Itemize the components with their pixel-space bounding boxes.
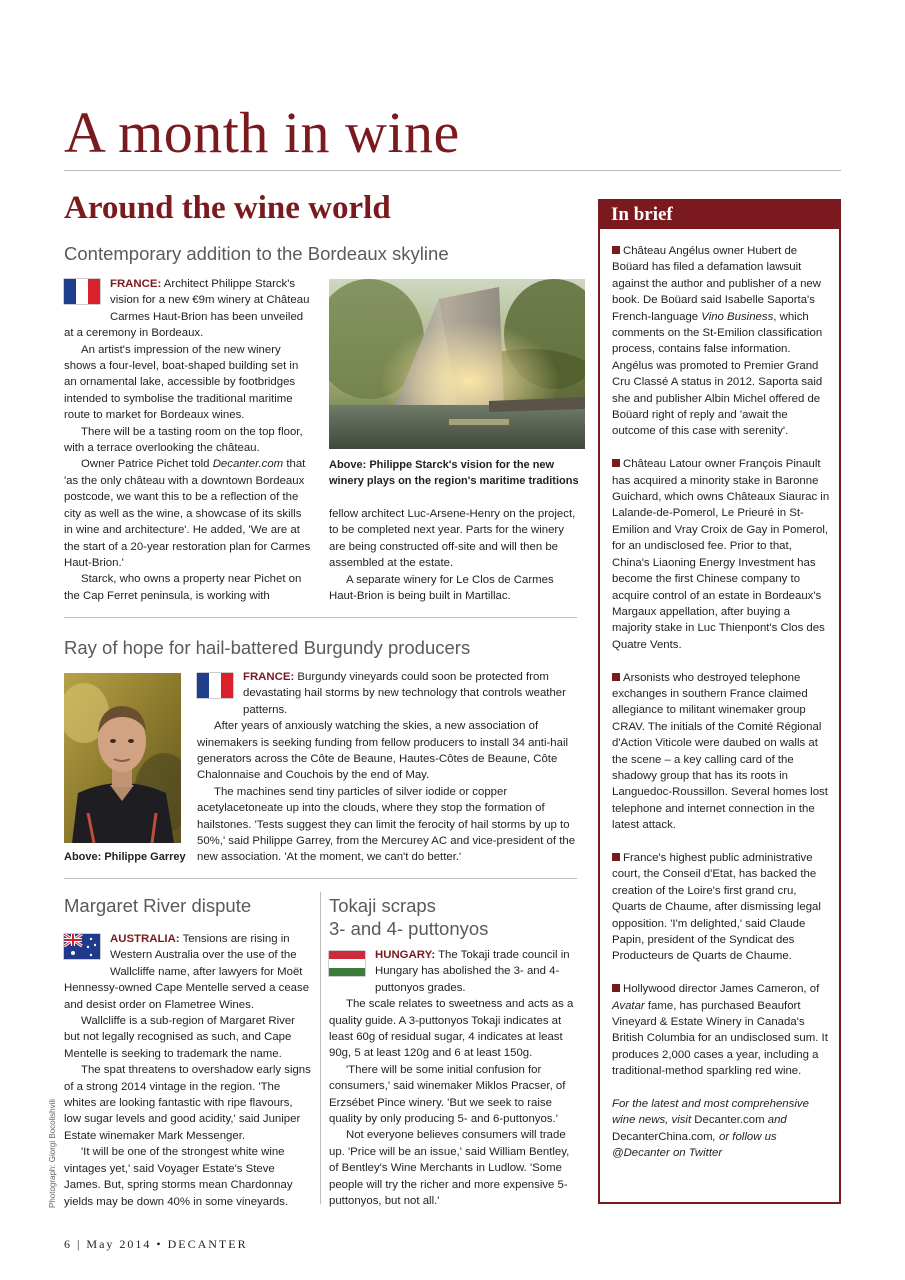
article1-p6: A separate winery for Le Clos de Carmes Haut-Brion is being built in Martillac.: [329, 573, 554, 603]
article1-p4a: Owner Patrice Pichet told: [81, 458, 213, 471]
article4-headline: [329, 894, 579, 940]
article3-p4: 'It will be one of the strongest white wine vintages yet,' said Voyager Estate's Steve James. But, spring storms mean Chardonnay yields may be down 40% in some vineyards.: [64, 1146, 293, 1208]
column-divider: [320, 892, 321, 1204]
article4-p3: 'There will be some initial confusion for consumers,' said winemaker Miklos Pracser, of Erzsébet Pince winery. 'But we seek to raise quality by only producing 5- and 6-puttonyos.': [329, 1063, 566, 1126]
article4-headline-line1: Tokaji scraps: [329, 895, 436, 916]
article1-p5-cont: fellow architect Luc-Arsene-Henry on the project, to be completed next year. Parts for the winery are being constructed off-site and will then be assembled at the estate.: [329, 508, 576, 570]
article4-p2: The scale relates to sweetness and acts as a quality guide. A 3-puttonyos Tokaji indicates at least 60g of residual sugar, 4 indicates at least 90g, 5 at least 120g and 6 at least 150g.: [329, 998, 574, 1060]
article1-p5: Starck, who owns a property near Pichet on the Cap Ferret peninsula, is working with: [64, 573, 302, 602]
article4-kicker: HUNGARY:: [375, 949, 436, 961]
masthead: A month in wine: [64, 100, 460, 165]
brief-item4-text: France's highest public administrative court, the Conseil d'Etat, has backed the creation of the Loire's first grand cru, Quarts de Chaume, after dismissing legal opposition. 'I'm delighted,' said Claude Papin, president of the Syndicat des Producteurs de Quarts de Chaume.: [612, 851, 821, 963]
article1-source: Decanter.com: [212, 458, 284, 471]
photo-credit: [48, 1090, 60, 1210]
article1-headline: Contemporary addition to the Bordeaux skyline: [64, 243, 449, 264]
article3-headline: Margaret River dispute: [64, 895, 252, 916]
brief-footer-text-c: , or follow us: [712, 1130, 777, 1143]
article2-p2: After years of anxiously watching the skies, a new association of winemakers is seeking funding from fellow producers to install 34 anti-hail generators across the Côte de Beaune, Hautes-Côtes de Beaune, Côte Chalonnaise and Couchois by the end of May.: [197, 720, 569, 782]
brief-item5-film-title: Avatar: [612, 999, 645, 1012]
brief-item3-text: Arsonists who destroyed telephone exchanges in southern France claimed allegiance to militant winemaker group CRAV. The initials of the Comité Régional d'Action Viticole were daubed on walls at the scene – a key calling card of the shadowy group that has its roots in Languedoc-Roussillon. Several homes lost telephone and internet connection in the latest attack.: [612, 671, 828, 832]
bullet-square-icon: [612, 853, 620, 861]
philippe-garrey-photo: [64, 673, 181, 843]
brief-item: [612, 981, 830, 1079]
article3-p3: The spat threatens to overshadow early signs of a strong 2014 vintage in the region. 'The whites are looking fantastic with ripe flavours, low sugar levels and good acidity,' said Juniper Estate winemaker Mark Messenger.: [64, 1064, 311, 1142]
brief-item1-book-title: Vino Business: [701, 310, 774, 323]
bullet-square-icon: [612, 673, 620, 681]
winery-photo: [329, 279, 585, 449]
brief-footer-text-b: and: [764, 1114, 787, 1127]
article1-p4b: that 'as the only château with a downtown Bordeaux postcode, we want this to be a reflection of the city as well as the wine, a showcase of its skills in wine and architecture'. He added, 'We are at the start of a 20-year restoration plan for Carmes Haut-Brion.': [64, 458, 311, 569]
bullet-square-icon: [612, 984, 620, 992]
twitter-handle-link[interactable]: @Decanter on Twitter: [612, 1147, 723, 1160]
section-divider: [64, 617, 577, 618]
article3-lead: Tensions are rising in Western Australia over the use of the Wallcliffe name, after lawyers for Moët Hennessy-owned Cape Mentelle served a cease and desist order on Flametree Wines.: [64, 933, 310, 1011]
brief-item: [612, 850, 830, 965]
article1-kicker: FRANCE:: [110, 278, 162, 290]
article3-body: [64, 931, 312, 1210]
bullet-square-icon: [612, 246, 620, 254]
masthead-rule: [64, 170, 841, 171]
brief-item5-text-a: Hollywood director James Cameron, of: [623, 983, 820, 996]
article4-headline-line2: 3- and 4- puttonyos: [329, 918, 489, 940]
article4-p4: Not everyone believes consumers will trade up. 'Price will be an issue,' said William Bentley, of Bentley's Wine Merchants in Ludlow. 'Some people will try the richer and more expensive 5-puttonyos, but not all.': [329, 1129, 570, 1208]
article2-caption: Above: Philippe Garrey: [64, 851, 186, 863]
in-brief-title: In brief: [611, 204, 673, 225]
article3-p2: Wallcliffe is a sub-region of Margaret River but not legally recognised as such, and Cape Mentelle is seeking to trademark the name.: [64, 1015, 295, 1060]
brief-item: [612, 670, 830, 834]
article1-p2: An artist's impression of the new winery shows a four-level, boat-shaped building set in an ornamental lake, accessible by footbridges intended to symbolise the traditional maritime route to market for Bordeaux wines.: [64, 343, 299, 422]
in-brief-body: [612, 243, 830, 1162]
brief-item1-text-b: , which comments on the St-Emilion classification process, contains false information. Angélus was promoted to Premier Grand Cru Classé A status in 2012. Saporta said she and publisher Albin Michel offered de Boüard right of reply and 'await the outcome of this case with serenity'.: [612, 310, 823, 438]
brief-item: [612, 243, 830, 440]
bullet-square-icon: [612, 459, 620, 467]
photo-credit-text: Photograph: Giorgi Bocolishvili: [48, 1099, 57, 1208]
article1-col1: [64, 276, 312, 604]
article1-caption: Above: Philippe Starck's vision for the new winery plays on the region's maritime traditions: [329, 459, 579, 487]
brief-item1-text-a: Château Angélus owner Hubert de Boüard has filed a defamation lawsuit against the author and publisher of a new book. De Boüard said Isabelle Saporta's French-language: [612, 245, 821, 323]
decanter-china-link[interactable]: DecanterChina.com: [612, 1130, 713, 1143]
article2-body: [197, 669, 577, 866]
article2-headline: Ray of hope for hail-battered Burgundy producers: [64, 637, 471, 658]
article2-p3: The machines send tiny particles of silver iodide or copper acetylacetoneate up into the clouds, where they stop the formation of hailstones. 'Tests suggest they can limit the ferocity of hail storms by up to 50%,' said Philippe Garrey, from the Mercurey AC and vice-president of the new association. 'At the moment, we can't do better.': [197, 785, 576, 864]
section-title: Around the wine world: [64, 190, 391, 226]
brief-footer: [612, 1096, 830, 1162]
article4-lead: The Tokaji trade council in Hungary has abolished the 3- and 4- puttonyos grades.: [375, 949, 570, 994]
article4-body: [329, 947, 577, 1210]
page-footer: 6 | May 2014 • DECANTER: [64, 1237, 248, 1251]
article1-col2: [329, 506, 577, 604]
brief-footer-text-a: For the latest and most comprehensive wine news, visit: [612, 1098, 809, 1127]
article2-kicker: FRANCE:: [243, 671, 295, 683]
article1-p3: There will be a tasting room on the top floor, with a terrace overlooking the château.: [64, 425, 303, 455]
section-divider: [64, 878, 577, 879]
article1-lead: Architect Philippe Starck's vision for a new €9m winery at Château Carmes Haut-Brion has been unveiled at a ceremony in Bordeaux.: [64, 278, 310, 340]
decanter-link[interactable]: Decanter.com: [694, 1114, 765, 1127]
brief-item5-text-b: fame, has purchased Beaufort Vineyard & Estate Winery in Canada's British Columbia for an undisclosed sum. It produces 2,000 cases a year, including a traditional-method sparkling red wine.: [612, 999, 828, 1078]
brief-item2-text: Château Latour owner François Pinault has acquired a minority stake in Baronne Guichard, which owns Châteaux Siaurac in Lalande-de-Pomerol, Le Prieuré in St-Emilion and Vray Croix de Gay in Pomerol, for an undisclosed fee. Prior to that, China's Liaoning Energy Investment has become the first Chinese company to acquire control of an estate in Bordeaux's Margaux appellation, after buying a majority stake in Luc Thienpont's Clos des Quatre Vents.: [612, 458, 830, 651]
brief-item: [612, 456, 830, 653]
article2-lead: Burgundy vineyards could soon be protected from devastating hail storms by new technology that controls weather patterns.: [243, 671, 566, 716]
article3-kicker: AUSTRALIA:: [110, 933, 180, 945]
